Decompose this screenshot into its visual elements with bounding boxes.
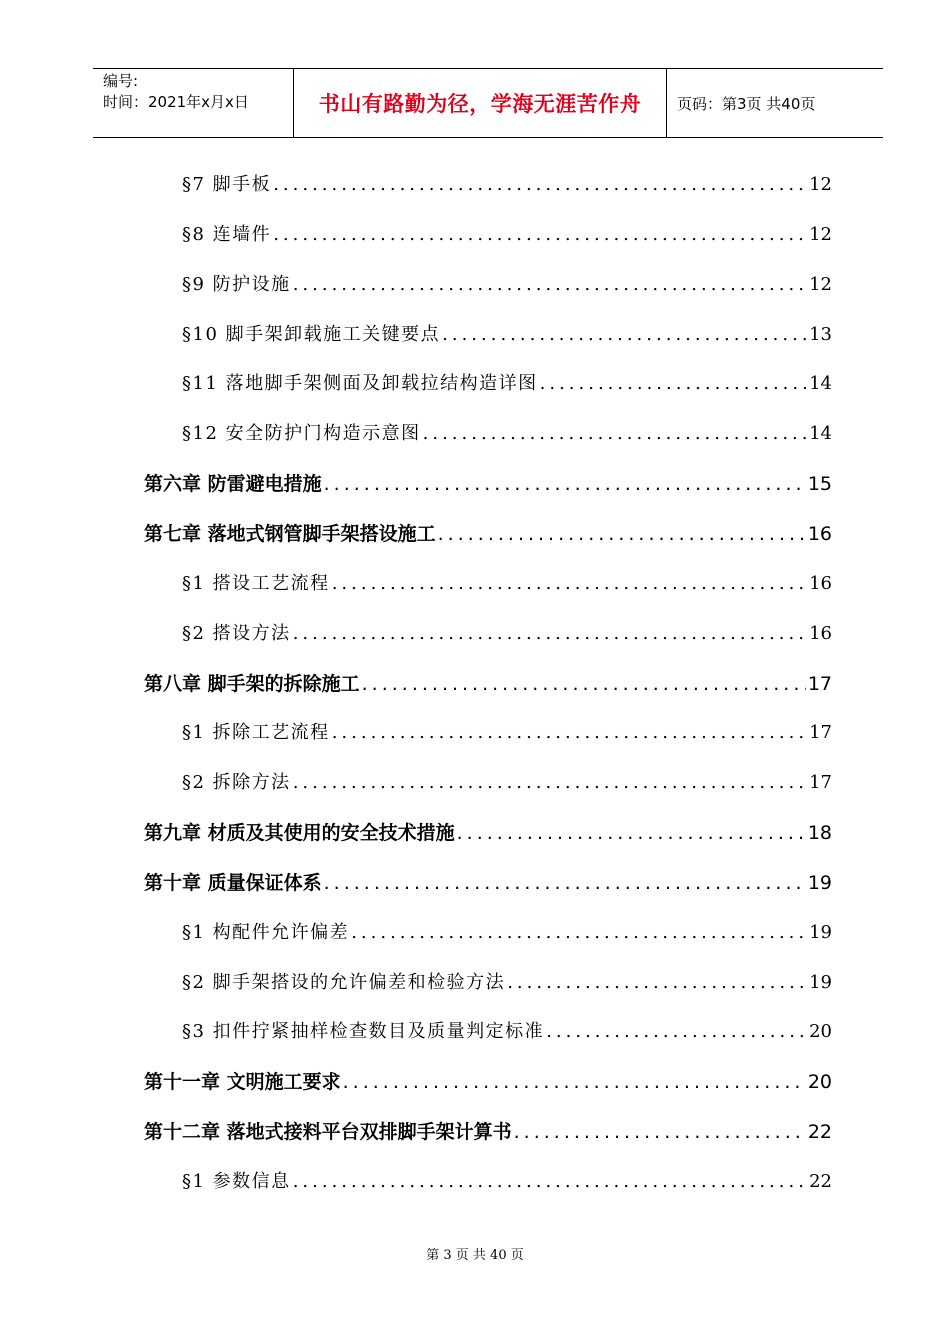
toc-section-entry[interactable] bbox=[182, 1167, 832, 1197]
toc-entry-title: §2 搭设方法 bbox=[182, 623, 291, 644]
toc-section-entry[interactable] bbox=[182, 369, 832, 399]
toc-entry-title: §2 脚手架搭设的允许偏差和检验方法 bbox=[182, 972, 506, 993]
toc-entry-page: 17 bbox=[807, 673, 832, 695]
toc-entry-title: 第八章 脚手架的拆除施工 bbox=[144, 673, 360, 695]
toc-leader-dots bbox=[293, 619, 807, 649]
document-time: 时间：2021年x月x日 bbox=[103, 93, 249, 111]
toc-leader-dots bbox=[273, 220, 807, 250]
toc-entry-page: 22 bbox=[809, 1171, 832, 1192]
toc-leader-dots bbox=[423, 419, 807, 449]
toc-leader-dots bbox=[324, 469, 806, 499]
toc-leader-dots bbox=[362, 669, 806, 699]
toc-entry-title: 第七章 落地式钢管脚手架搭设施工 bbox=[144, 523, 436, 545]
toc-entry-page: 16 bbox=[809, 573, 832, 594]
toc-entry-page: 20 bbox=[809, 1021, 832, 1042]
toc-entry-title: §11 落地脚手架侧面及卸载拉结构造详图 bbox=[182, 373, 538, 394]
toc-leader-dots bbox=[293, 1167, 807, 1197]
toc-entry-page: 16 bbox=[807, 523, 832, 545]
toc-chapter-entry[interactable] bbox=[144, 669, 832, 699]
toc-entry-page: 15 bbox=[807, 473, 832, 495]
toc-entry-title: §1 参数信息 bbox=[182, 1171, 291, 1192]
toc-section-entry[interactable] bbox=[182, 718, 832, 748]
toc-entry-page: 12 bbox=[809, 274, 832, 295]
toc-leader-dots bbox=[343, 1067, 806, 1097]
document-number-label: 编号: bbox=[103, 72, 139, 90]
toc-entry-title: §3 扣件拧紧抽样检查数目及质量判定标准 bbox=[182, 1021, 545, 1042]
toc-section-entry[interactable] bbox=[182, 1017, 832, 1047]
toc-leader-dots bbox=[438, 519, 806, 549]
toc-entry-title: §7 脚手板 bbox=[182, 174, 272, 195]
toc-section-entry[interactable] bbox=[182, 619, 832, 649]
toc-section-entry[interactable] bbox=[182, 270, 832, 300]
toc-leader-dots bbox=[332, 718, 807, 748]
toc-leader-dots bbox=[293, 768, 807, 798]
toc-entry-title: §2 拆除方法 bbox=[182, 772, 291, 793]
toc-leader-dots bbox=[351, 918, 807, 948]
toc-leader-dots bbox=[293, 270, 807, 300]
toc-leader-dots bbox=[546, 1017, 807, 1047]
toc-leader-dots bbox=[442, 320, 807, 350]
toc-leader-dots bbox=[540, 369, 807, 399]
header-page-info: 页码：第3页 共40页 bbox=[677, 94, 816, 113]
toc-entry-title: §8 连墙件 bbox=[182, 224, 272, 245]
toc-section-entry[interactable] bbox=[182, 170, 832, 200]
toc-leader-dots bbox=[324, 868, 806, 898]
toc-entry-title: §12 安全防护门构造示意图 bbox=[182, 423, 421, 444]
toc-entry-title: 第十章 质量保证体系 bbox=[144, 872, 322, 894]
toc-leader-dots bbox=[332, 569, 807, 599]
toc-chapter-entry[interactable] bbox=[144, 868, 832, 898]
toc-leader-dots bbox=[514, 1117, 806, 1147]
toc-section-entry[interactable] bbox=[182, 968, 832, 998]
toc-leader-dots bbox=[273, 170, 807, 200]
toc-entry-page: 16 bbox=[809, 623, 832, 644]
toc-entry-title: 第十一章 文明施工要求 bbox=[144, 1071, 341, 1093]
toc-entry-page: 19 bbox=[807, 872, 832, 894]
toc-entry-page: 19 bbox=[809, 922, 832, 943]
toc-chapter-entry[interactable] bbox=[144, 469, 832, 499]
toc-entry-page: 17 bbox=[809, 722, 832, 743]
toc-entry-page: 12 bbox=[809, 224, 832, 245]
toc-entry-page: 14 bbox=[809, 373, 832, 394]
toc-entry-title: §10 脚手架卸载施工关键要点 bbox=[182, 324, 441, 345]
toc-chapter-entry[interactable] bbox=[144, 1117, 832, 1147]
toc-section-entry[interactable] bbox=[182, 419, 832, 449]
toc-section-entry[interactable] bbox=[182, 220, 832, 250]
toc-entry-page: 14 bbox=[809, 423, 832, 444]
toc-entry-page: 13 bbox=[809, 324, 832, 345]
toc-leader-dots bbox=[507, 968, 807, 998]
toc-section-entry[interactable] bbox=[182, 569, 832, 599]
toc-entry-title: §1 构配件允许偏差 bbox=[182, 922, 350, 943]
toc-entry-title: 第六章 防雷避电措施 bbox=[144, 473, 322, 495]
toc-section-entry[interactable] bbox=[182, 320, 832, 350]
header-motto: 书山有路勤为径，学海无涯苦作舟 bbox=[294, 69, 667, 137]
toc-entry-page: 12 bbox=[809, 174, 832, 195]
toc-leader-dots bbox=[457, 818, 806, 848]
toc-entry-title: §1 拆除工艺流程 bbox=[182, 722, 330, 743]
toc-entry-title: 第十二章 落地式接料平台双排脚手架计算书 bbox=[144, 1121, 512, 1143]
toc-entry-title: 第九章 材质及其使用的安全技术措施 bbox=[144, 822, 455, 844]
toc-entry-title: §1 搭设工艺流程 bbox=[182, 573, 330, 594]
toc-entry-page: 18 bbox=[807, 822, 832, 844]
toc-entry-page: 22 bbox=[807, 1121, 832, 1143]
toc-entry-title: §9 防护设施 bbox=[182, 274, 291, 295]
toc-entry-page: 20 bbox=[807, 1071, 832, 1093]
toc-entry-page: 19 bbox=[809, 972, 832, 993]
toc-section-entry[interactable] bbox=[182, 768, 832, 798]
toc-chapter-entry[interactable] bbox=[144, 818, 832, 848]
toc-section-entry[interactable] bbox=[182, 918, 832, 948]
toc-chapter-entry[interactable] bbox=[144, 1067, 832, 1097]
toc-chapter-entry[interactable] bbox=[144, 519, 832, 549]
page-footer: 第 3 页 共 40 页 bbox=[426, 1248, 524, 1263]
toc-entry-page: 17 bbox=[809, 772, 832, 793]
